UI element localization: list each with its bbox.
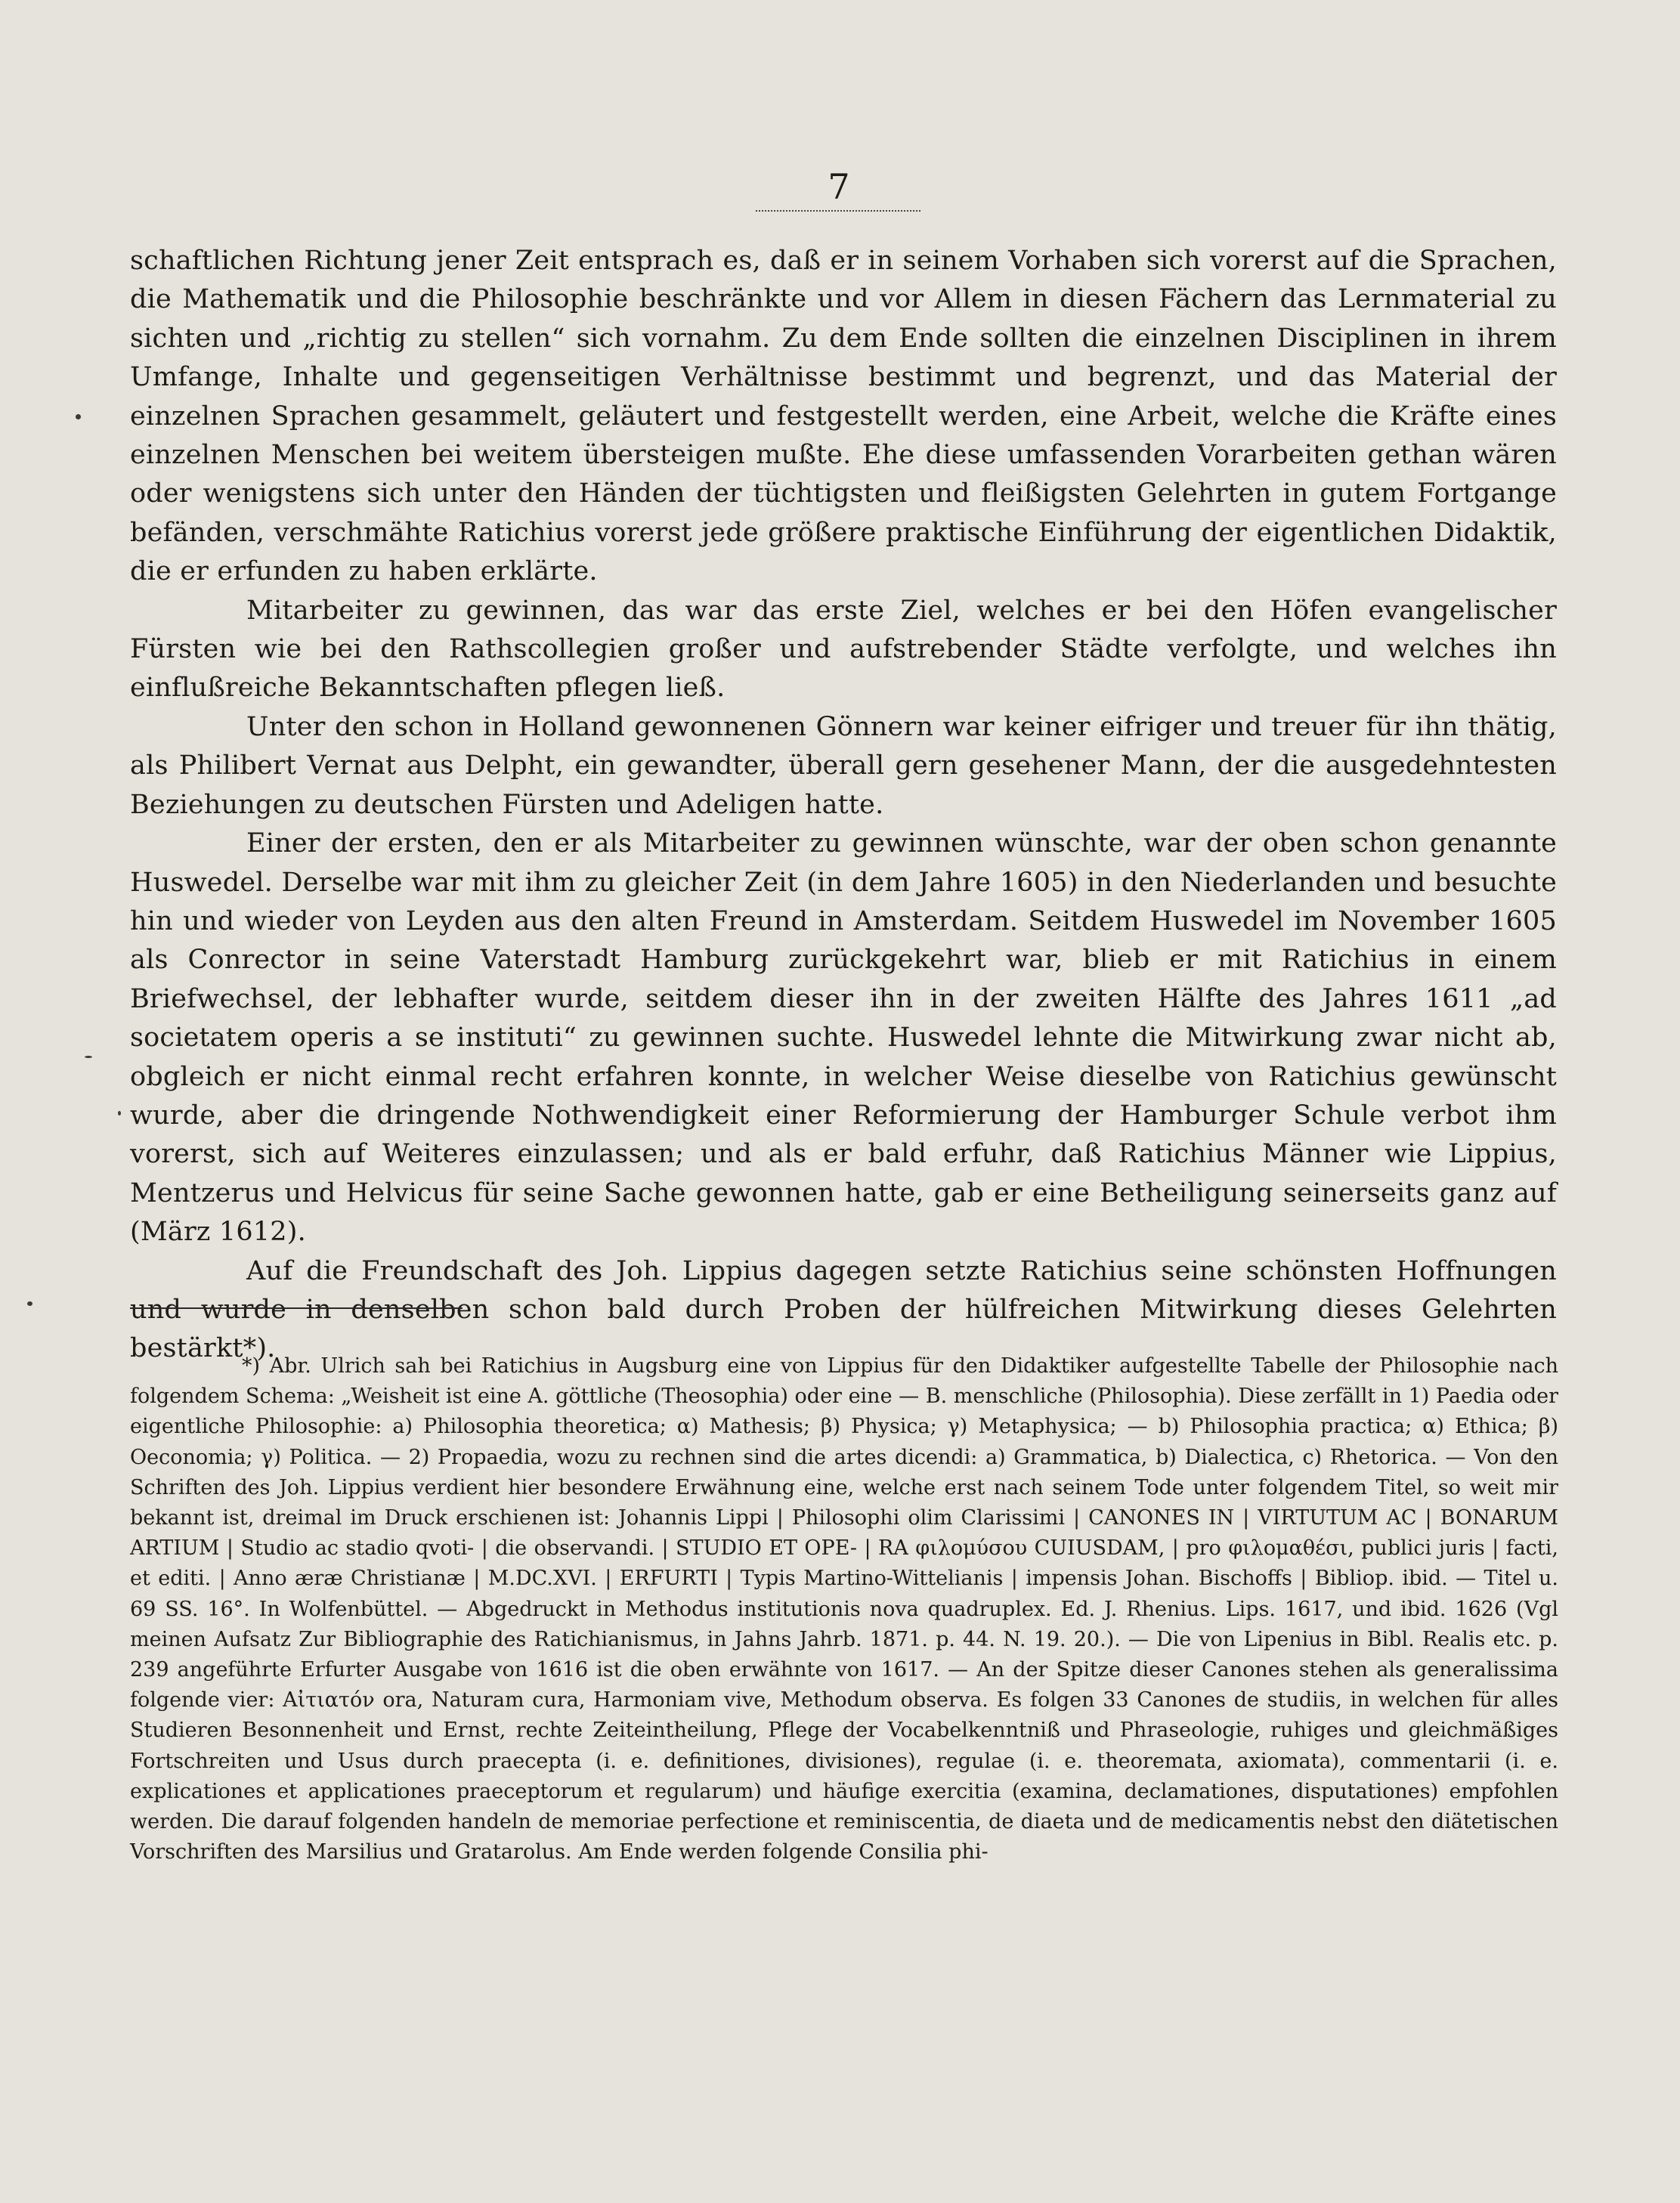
scan-speck: [118, 1111, 121, 1115]
footnote: *) Abr. Ulrich sah bei Ratichius in Augsburg eine von Lippius für den Didaktiker aufgestellte Tabelle der Philosophie nach folgendem Schema: „Weisheit ist eine A. göttliche (Theosophia) oder eine — B. menschliche (Philosophia). Diese zerfällt in 1) Paedia oder eigentliche Philosophie: a) Philosophia theoretica; α) Mathesis; β) Physica; γ) Metaphysica; — b) Philosophia practica; α) Ethica; β) Oeconomia; γ) Politica. — 2) Propaedia, wozu zu rechnen sind die artes dicendi: a) Grammatica, b) Dialectica, c) Rhetorica. — Von den Schriften des Joh. Lippius verdient hier besondere Erwähnung eine, welche erst nach seinem Tode unter folgendem Titel, so weit mir bekannt ist, dreimal im Druck erschienen ist: Johannis Lippi | Philosophi olim Clarissimi | CANONES IN | VIRTUTUM AC | BONARUM ARTIUM | Studio ac stadio qvoti- | die observandi. | STUDIO ET OPE- | RA φιλομύσου CUIUSDAM, | pro φιλομαθέσι, publici juris | facti, et editi. | Anno æræ Christianæ | M.DC.XVI. | ERFURTI | Typis Martino-Wittelianis | impensis Johan. Bischoffs | Bibliop. ibid. — Titel u. 69 SS. 16°. In Wolfenbüttel. — Abgedruckt in Methodus institutionis nova quadruplex. Ed. J. Rhenius. Lips. 1617, und ibid. 1626 (Vgl meinen Aufsatz Zur Bibliographie des Ratichianismus, in Jahns Jahrb. 1871. p. 44. N. 19. 20.). — Die von Lipenius in Bibl. Realis etc. p. 239 angeführte Erfurter Ausgabe von 1616 ist die oben erwähnte von 1617. — An der Spitze dieser Canones stehen als generalissima folgende vier: Αἰτιατόν ora, Naturam cura, Harmoniam vive, Methodum observa. Es folgen 33 Canones de studiis, in welchen für alles Studieren Besonnenheit und Ernst, rechte Zeiteintheilung, Pflege der Vocabelkenntniß und Phraseologie, ruhiges und gleichmäßiges Fortschreiten und Usus durch praecepta (i. e. definitiones, divisiones), regulae (i. e. theoremata, axiomata), commentarii (i. e. explicationes et applicationes praeceptorum et regularum) und häufige exercitia (examina, declamationes, disputationes) empfohlen werden. Die darauf folgenden handeln de memoriae perfectione et reminiscentia, de diaeta und de medicamentis nebst den diätetischen Vorschriften des Marsilius und Gratarolus. Am Ende werden folgende Consilia phi-: [130, 1354, 1558, 1864]
paragraph: Einer der ersten, den er als Mitarbeiter zu gewinnen wünschte, war der oben schon genannte Huswedel. Derselbe war mit ihm zu gleicher Zeit (in dem Jahre 1605) in den Niederlanden und besuchte hin und wieder von Leyden aus den alten Freund in Amsterdam. Seitdem Huswedel im November 1605 als Conrector in seine Vaterstadt Hamburg zurückgekehrt war, blieb er mit Ratichius in einem Briefwechsel, der lebhafter wurde, seitdem dieser ihn in der zweiten Hälfte des Jahres 1611 „ad societatem operis a se instituti“ zu gewinnen suchte. Huswedel lehnte die Mitwirkung zwar nicht ab, obgleich er nicht einmal recht erfahren konnte, in welcher Weise dieselbe von Ratichius gewünscht wurde, aber die dringende Nothwendigkeit einer Reformierung der Hamburger Schule verbot ihm vorerst, sich auf Weiteres einzulassen; und als er bald erfuhr, daß Ratichius Männer wie Lippius, Mentzerus und Helvicus für seine Sache gewonnen hatte, gab er eine Betheiligung seinerseits ganz auf (März 1612).: [130, 828, 1557, 1248]
paragraph: Auf die Freundschaft des Joh. Lippius dagegen setzte Ratichius seine schönsten Hoffnungen und wurde in denselben schon bald durch Proben der hülfreichen Mitwirkung dieses Gelehrten bestärkt*).: [130, 1255, 1557, 1364]
footnote-separator: [130, 1307, 463, 1309]
scan-speck: [76, 414, 81, 419]
scan-speck: [85, 1056, 92, 1058]
paragraph: schaftlichen Richtung jener Zeit entsprach es, daß er in seinem Vorhaben sich vorerst auf die Sprachen, die Mathematik und die Philosophie beschränkte und vor Allem in diesen Fächern das Lernmaterial zu sichten und „richtig zu stellen“ sich vornahm. Zu dem Ende sollten die einzelnen Disciplinen in ihrem Umfange, Inhalte und gegenseitigen Verhältnisse bestimmt und begrenzt, und das Material der einzelnen Sprachen gesammelt, geläutert und festgestellt werden, eine Arbeit, welche die Kräfte eines einzelnen Menschen bei weitem übersteigen mußte. Ehe diese umfassenden Vorarbeiten gethan wären oder wenigstens sich unter den Händen der tüchtigsten und fleißigsten Gelehrten in gutem Fortgange befänden, verschmähte Ratichius vorerst jede größere praktische Einführung der eigentlichen Didaktik, die er erfunden zu haben erklärte.: [130, 246, 1557, 587]
scan-speck: [27, 1301, 32, 1306]
page-number-ornament: [756, 210, 920, 216]
paragraph: Unter den schon in Holland gewonnenen Gönnern war keiner eifriger und treuer für ihn thätig, als Philibert Vernat aus Delpht, ein gewandter, überall gern gesehener Mann, der die ausgedehntesten Beziehungen zu deutschen Fürsten und Adeligen hatte.: [130, 711, 1557, 820]
page-number: 7: [828, 166, 850, 207]
paragraph: Mitarbeiter zu gewinnen, das war das erste Ziel, welches er bei den Höfen evangelischer Fürsten wie bei den Rathscollegien großer und aufstrebender Städte verfolgte, und welches ihn einflußreiche Bekanntschaften pflegen ließ.: [130, 595, 1557, 704]
main-text: [130, 242, 1557, 1369]
